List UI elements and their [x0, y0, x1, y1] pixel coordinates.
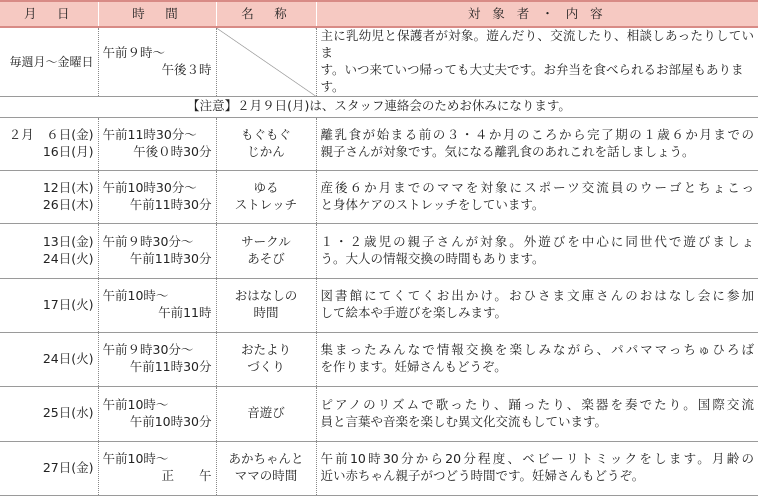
event-time: 午前10時〜 午前10時30分	[98, 386, 216, 441]
header-name: 名 称	[216, 1, 316, 27]
event-name: 音遊び	[216, 386, 316, 441]
event-desc: 離乳食が始まる前の３・４か月のころから完了期の１歳６か月までの 親子さんが対象です。気になる離乳食のあれこれを話しましょう。	[316, 117, 758, 170]
event-desc: 集まったみんなで情報交換を楽しみながら、パパママっちゅひろば を作ります。妊婦さんもどうぞ。	[316, 332, 758, 386]
event-desc: 午前10時30分から20分程度、ベビーリトミックをします。月齢の 近い赤ちゃん親子がつどう時間です。妊婦さんもどうぞ。	[316, 441, 758, 495]
weekday-row	[0, 27, 758, 96]
event-time: 午前10時〜 午前11時	[98, 278, 216, 332]
event-name: もぐもぐ じかん	[216, 117, 316, 170]
notice-row	[0, 96, 758, 117]
header-content: 対 象 者 ・ 内 容	[316, 1, 758, 27]
weekday-desc: 主に乳幼児と保護者が対象。遊んだり、交流したり、相談しあったりしていま す。いつ来ていつ帰っても大丈夫です。お弁当を食べられるお部屋もあります。	[316, 27, 758, 96]
event-date: 25日(水)	[0, 386, 98, 441]
event-desc: 図書館にてくてくお出かけ。おひさま文庫さんのおはなし会に参加 して絵本や手遊びを楽しみます。	[316, 278, 758, 332]
header-date: 月 日	[0, 1, 98, 27]
event-name: おはなしの 時間	[216, 278, 316, 332]
event-name: あかちゃんと ママの時間	[216, 441, 316, 495]
event-time: 午前９時30分〜 午前11時30分	[98, 332, 216, 386]
event-row	[0, 117, 758, 170]
event-name: サークル あそび	[216, 223, 316, 278]
event-name: おたより づくり	[216, 332, 316, 386]
event-date: ２月 ６日(金) 16日(月)	[0, 117, 98, 170]
event-time: 午前10時30分〜 午前11時30分	[98, 170, 216, 223]
event-row	[0, 332, 758, 386]
event-date: 27日(金)	[0, 441, 98, 495]
event-name: ゆる ストレッチ	[216, 170, 316, 223]
event-desc: １・２歳児の親子さんが対象。外遊びを中心に同世代で遊びましょ う。大人の情報交換の時間もあります。	[316, 223, 758, 278]
event-row	[0, 170, 758, 223]
event-desc: ピアノのリズムで歌ったり、踊ったり、楽器を奏でたり。国際交流 員と言葉や音楽を楽しむ異文化交流もしています。	[316, 386, 758, 441]
weekday-date: 毎週月〜金曜日	[0, 27, 98, 96]
event-date: 12日(木) 26日(木)	[0, 170, 98, 223]
event-row	[0, 441, 758, 495]
event-time: 午前10時〜 正 午	[98, 441, 216, 495]
weekday-name-empty	[216, 27, 316, 96]
notice-text: 【注意】２月９日(月)は、スタッフ連絡会のためお休みになります。	[0, 96, 758, 117]
event-row	[0, 278, 758, 332]
event-time: 午前９時30分〜 午前11時30分	[98, 223, 216, 278]
event-date: 24日(火)	[0, 332, 98, 386]
event-time: 午前11時30分〜 午後０時30分	[98, 117, 216, 170]
event-row	[0, 223, 758, 278]
event-date: 17日(火)	[0, 278, 98, 332]
weekday-time: 午前９時〜 午後３時	[98, 27, 216, 96]
header-time: 時 間	[98, 1, 216, 27]
header-row	[0, 1, 758, 27]
event-desc: 産後６か月までのママを対象にスポーツ交流員のウーゴとちょこっ と身体ケアのストレッチをしています。	[316, 170, 758, 223]
event-row	[0, 386, 758, 441]
event-date: 13日(金) 24日(火)	[0, 223, 98, 278]
